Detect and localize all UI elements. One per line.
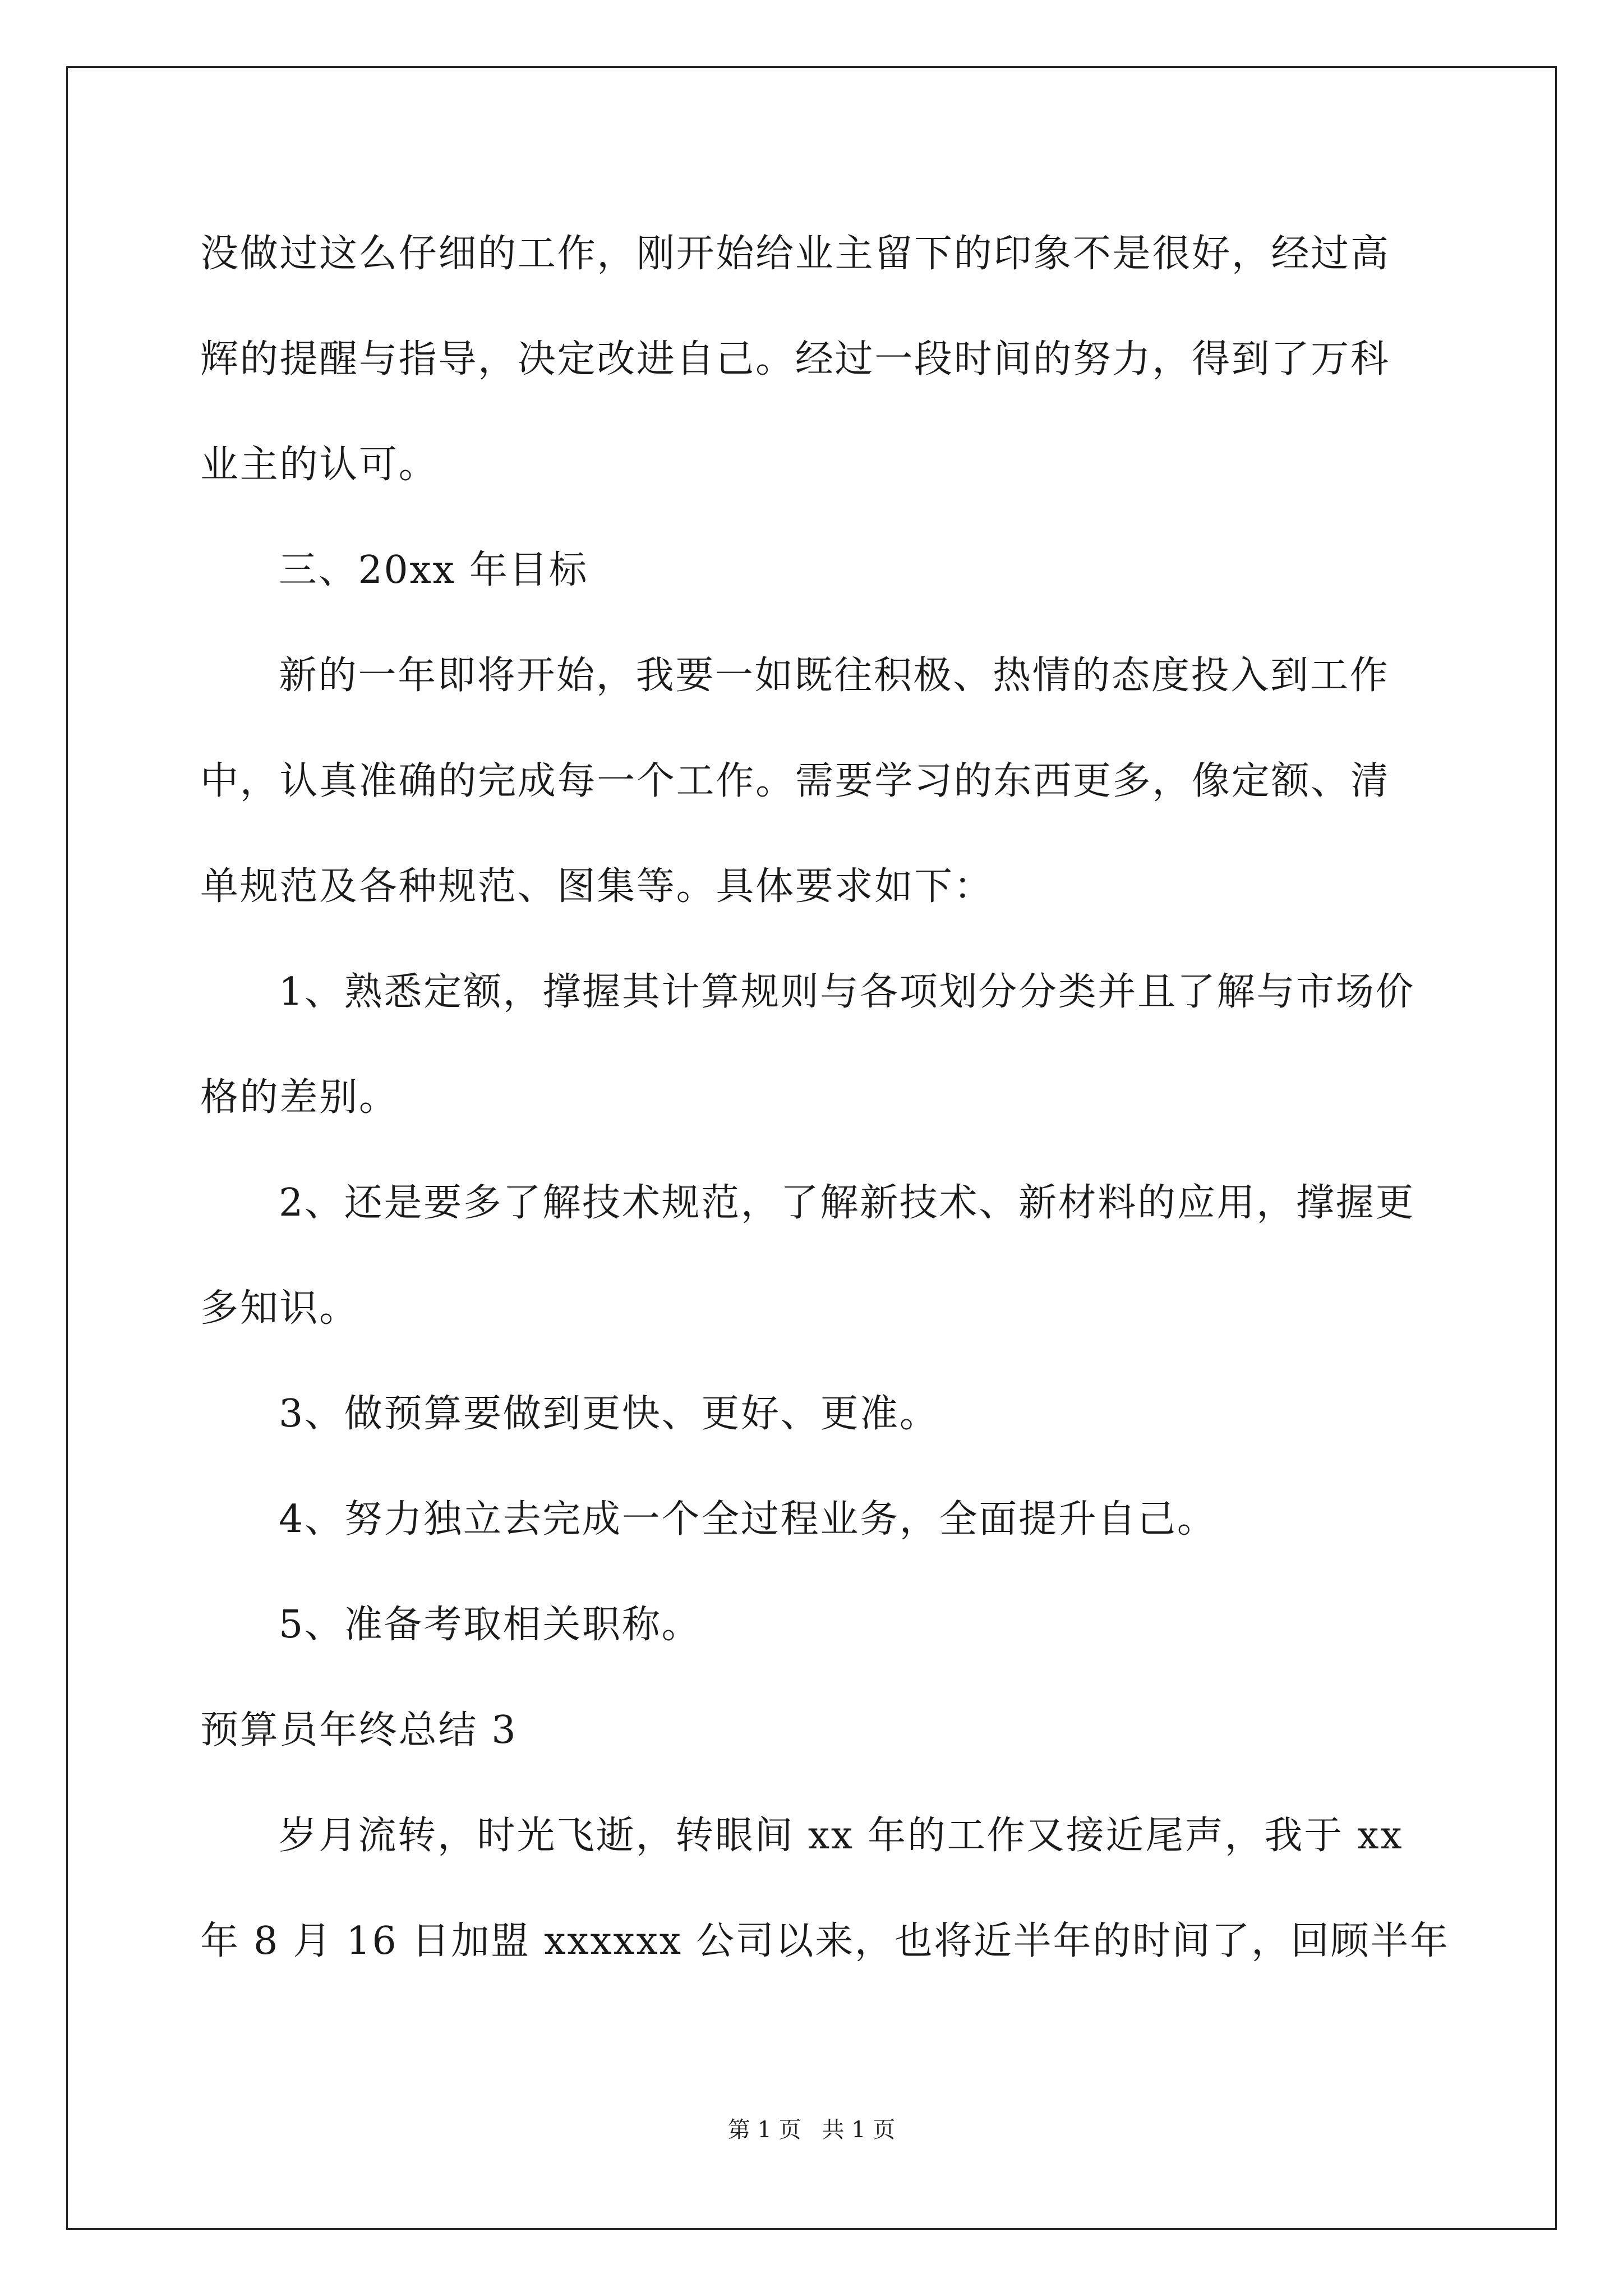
list-item: 1、熟悉定额，撑握其计算规则与各项划分分类并且了解与市场价 <box>279 970 1415 1014</box>
paragraph-line: 年 8 月 16 日加盟 xxxxxx 公司以来，也将近半年的时间了，回顾半年 <box>200 1919 1450 1963</box>
paragraph-line: 辉的提醒与指导，决定改进自己。经过一段时间的努力，得到了万科 <box>200 337 1390 381</box>
page-number: 第 1 页 <box>727 2117 801 2143</box>
paragraph-line: 中，认真准确的完成每一个工作。需要学习的东西更多，像定额、清 <box>200 759 1390 803</box>
list-item-continued: 多知识。 <box>200 1286 359 1331</box>
paragraph-line: 没做过这么仔细的工作，刚开始给业主留下的印象不是很好，经过高 <box>200 232 1390 276</box>
page-footer <box>0 2116 1623 2144</box>
list-item: 5、准备考取相关职称。 <box>279 1603 702 1647</box>
list-item: 3、做预算要做到更快、更好、更准。 <box>279 1392 939 1436</box>
list-item: 2、还是要多了解技术规范，了解新技术、新材料的应用，撑握更 <box>279 1181 1415 1225</box>
paragraph-line: 岁月流转，时光飞逝，转眼间 xx 年的工作又接近尾声，我于 xx <box>279 1814 1404 1858</box>
list-item-continued: 格的差别。 <box>200 1075 399 1120</box>
paragraph-line: 业主的认可。 <box>200 443 439 487</box>
paragraph-line: 新的一年即将开始，我要一如既往积极、热情的态度投入到工作 <box>279 654 1390 698</box>
page-border <box>66 66 1557 2230</box>
page-total: 共 1 页 <box>822 2117 896 2143</box>
section-heading: 三、20xx 年目标 <box>279 548 589 592</box>
paragraph-line: 单规范及各种规范、图集等。具体要求如下： <box>200 864 994 909</box>
list-item: 4、努力独立去完成一个全过程业务，全面提升自己。 <box>279 1497 1217 1542</box>
section-title: 预算员年终总结 3 <box>200 1708 518 1752</box>
